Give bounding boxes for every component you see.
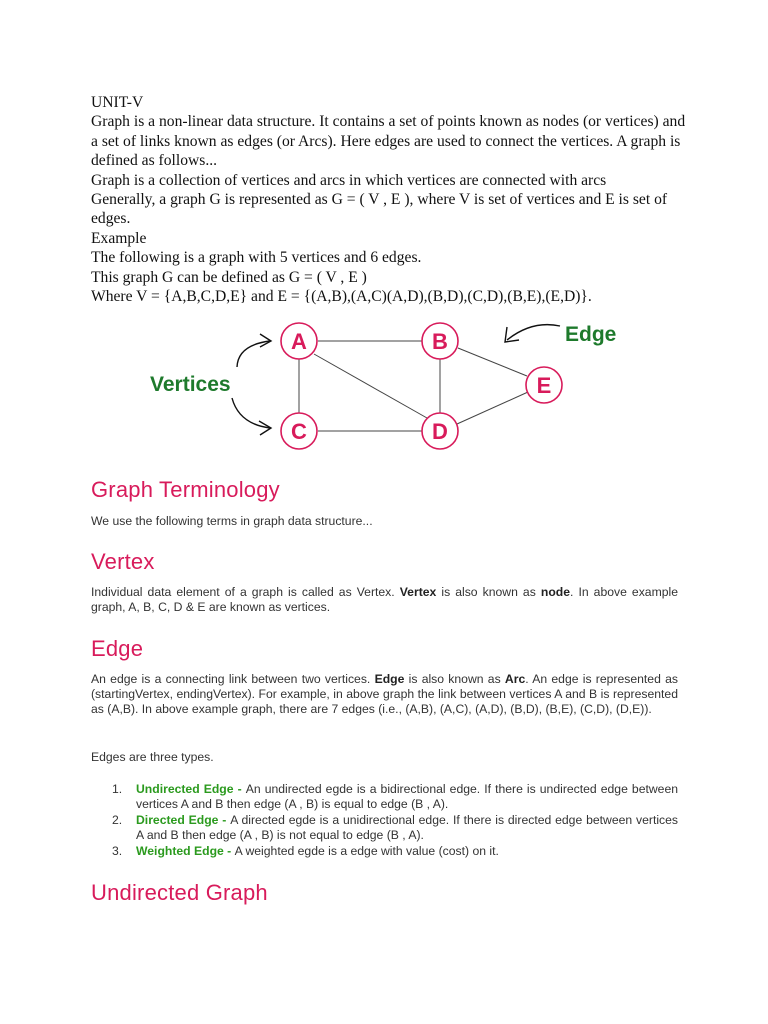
- node-a-label: A: [291, 329, 307, 354]
- node-c: [281, 413, 317, 449]
- edge-bold-term: Edge: [374, 672, 405, 686]
- edge-text-1: An edge is a connecting link between two vertices.: [91, 672, 375, 686]
- intro-example-sets: Where V = {A,B,C,D,E} and E = {(A,B),(A,C)(A,D),(B,D),(C,D),(B,E),(E,D)}.: [91, 288, 592, 306]
- node-e-label: E: [536, 373, 552, 398]
- graph-edges: [299, 341, 528, 431]
- list-number: 1.: [112, 782, 123, 796]
- edge-type-desc: An undirected egde is a bidirectional edge. If there is undirected edge between vertices A and B then edge (A , B) is equal to edge (B , A).: [136, 782, 679, 811]
- edge-text-3: . An edge is represented as (startingVertex, endingVertex). For example, in above graph the link between vertices A and B is represented as (A,B). In above example graph, there are 7 edges (i.e., (A,B), (A,C), (A,D), (B,D), (B,E), (C,D), (D,E)).: [91, 672, 678, 716]
- undirected-graph-heading: Undirected Graph: [91, 880, 268, 905]
- intro-paragraph-definition: Graph is a non-linear data structure. It contains a set of points known as nodes (or vertices) and a set of links known as edges (or Arcs). Here edges are used to connect the vertices. A graph is defined as follows...: [91, 113, 686, 170]
- edge-types-list: [91, 782, 678, 860]
- vertex-heading: Vertex: [91, 549, 155, 574]
- edge-paragraph: [91, 672, 678, 717]
- edge-label: Edge: [565, 323, 617, 346]
- graph-terminology-text: We use the following terms in graph data structure...: [91, 514, 373, 528]
- node-b: [422, 323, 458, 359]
- vertices-label: Vertices: [150, 373, 231, 396]
- edge-a-d: [314, 354, 427, 418]
- graph-diagram: [140, 312, 630, 452]
- arc-bold-term: Arc: [504, 672, 526, 686]
- vertex-text-1: Individual data element of a graph is called as Vertex.: [91, 585, 400, 599]
- edge-heading: Edge: [91, 636, 144, 661]
- node-d-label: D: [432, 419, 448, 444]
- node-bold-term: node: [540, 585, 570, 599]
- unit-heading: UNIT-V: [91, 94, 144, 111]
- intro-example-label: Example: [91, 229, 147, 247]
- intro-text: [91, 93, 691, 306]
- intro-example-text: The following is a graph with 5 vertices and 6 edges.: [91, 249, 422, 267]
- edge-type-desc: A weighted egde is a edge with value (cost) on it.: [234, 844, 499, 858]
- list-item: [91, 813, 678, 843]
- node-b-label: B: [432, 329, 448, 354]
- list-number: 3.: [112, 844, 123, 858]
- node-c-label: C: [291, 419, 307, 444]
- edge-type-name: Undirected Edge -: [136, 782, 246, 796]
- edge-type-name: Directed Edge -: [136, 813, 231, 827]
- list-item: [91, 844, 678, 859]
- node-a: [281, 323, 317, 359]
- vertex-text-2: is also known as: [436, 585, 541, 599]
- intro-paragraph-collection: Graph is a collection of vertices and arcs in which vertices are connected with arcs: [91, 171, 607, 189]
- vertex-text-3: . In above example graph, A, B, C, D & E are known as vertices.: [91, 585, 678, 614]
- edge-b-e: [458, 348, 527, 376]
- edge-type-name: Weighted Edge -: [136, 844, 235, 858]
- edge-arrow: [505, 325, 560, 342]
- arrow-to-a-head: [260, 334, 271, 347]
- edge-text-2: is also known as: [404, 672, 505, 686]
- list-number: 2.: [112, 813, 123, 827]
- node-e: [526, 367, 562, 403]
- vertex-paragraph: [91, 585, 678, 615]
- intro-paragraph-representation: Generally, a graph G is represented as G = ( V , E ), where V is set of vertices and E is set of edges.: [91, 191, 668, 228]
- edge-type-desc: A directed egde is a unidirectional edge. If there is directed edge between vertices A and B then edge (A , B) is not equal to edge (B , A).: [136, 813, 678, 842]
- node-d: [422, 413, 458, 449]
- vertex-arrows: [232, 334, 271, 435]
- edge-e-d: [457, 392, 528, 424]
- list-item: [91, 782, 678, 812]
- arrow-to-edge: [507, 325, 560, 340]
- intro-example-definition: This graph G can be defined as G = ( V , E ): [91, 268, 367, 286]
- edge-types-intro: Edges are three types.: [91, 750, 214, 764]
- graph-terminology-heading: Graph Terminology: [91, 477, 280, 502]
- vertex-bold-term: Vertex: [399, 585, 437, 599]
